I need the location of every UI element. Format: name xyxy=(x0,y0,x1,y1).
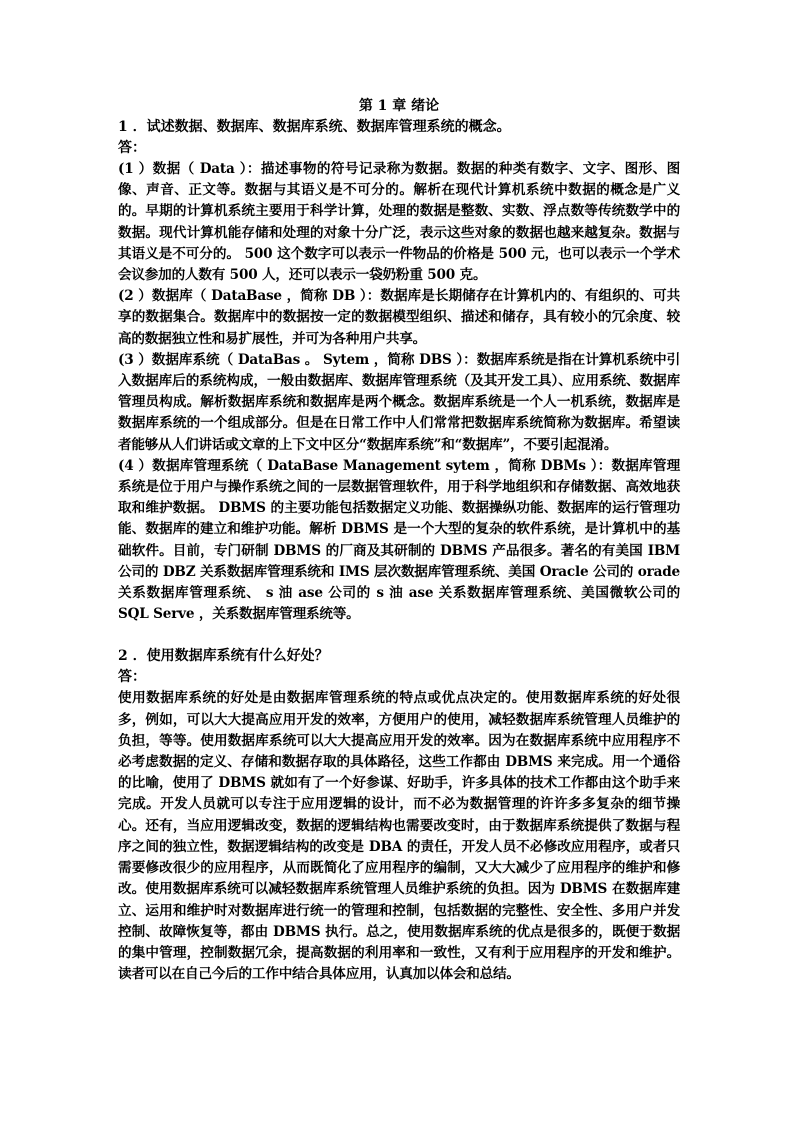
paragraph-benefits: 使用数据库系统的好处是由数据库管理系统的特点或优点决定的。使用数据库系统的好处很多，例如，可以大大提高应用开发的效率，方便用户的使用，减轻数据库系统管理人员维护的负担，等等。使用数据库系统可以大大提高应用开发的效率。因为在数据库系统中应用程序不必考虑数据的定义、存储和数据存取的具体路径，这些工作都由 DBMS 来完成。用一个通俗的比喻，使用了 DBMS 就如有了一个好参谋、好助手，许多具体的技术工作都由这个助手来完成。开发人员就可以专注于应用逻辑的设计，而不必为数据管理的许许多多复杂的细节操心。还有，当应用逻辑改变，数据的逻辑结构也需要改变时，由于数据库系统提供了数据与程序之间的独立性，数据逻辑结构的改变是 DBA 的责任，开发人员不必修改应用程序，或者只需要修改很少的应用程序，从而既简化了应用程序的编制，又大大减少了应用程序的维护和修改。使用数据库系统可以减轻数据库系统管理人员维护系统的负担。因为 DBMS 在数据库建立、运用和维护时对数据库进行统一的管理和控制，包括数据的完整性、安全性、多用户并发控制、故障恢复等，都由 DBMS 执行。总之，使用数据库系统的优点是很多的，既便于数据的集中管理，控制数据冗余，提高数据的利用率和一致性，又有利于应用程序的开发和维护。读者可以在自己今后的工作中结合具体应用，认真加以体会和总结。 xyxy=(118,690,680,983)
paragraph-data: (1 ）数据（ Data ）：描述事物的符号记录称为数据。数据的种类有数字、文字、图形、图像、声音、正文等。数据与其语义是不可分的。解析在现代计算机系统中数据的概念是广义的。早期的计算机系统主要用于科学计算，处理的数据是整数、实数、浮点数等传统数学中的数据。现代计算机能存储和处理的对象十分广泛，表示这些对象的数据也越来越复杂。数据与其语义是不可分的。 500 这个数字可以表示一件物品的价格是 500 元，也可以表示一个学术会议参加的人数有 500 人，还可以表示一袋奶粉重 500 克。 xyxy=(118,161,680,284)
chapter-title: 第 1 章 绪论 xyxy=(358,98,440,114)
answer-label-2: 答： xyxy=(118,669,146,686)
question-1: 1 ．试述数据、数据库、数据库系统、数据库管理系统的概念。 xyxy=(118,119,511,135)
document-page xyxy=(118,96,680,985)
question-2: 2 ．使用数据库系统有什么好处？ xyxy=(118,648,329,665)
paragraph-database: (2 ）数据库（ DataBase ，简称 DB ）：数据库是长期储存在计算机内的、有组织的、可共享的数据集合。数据库中的数据按一定的数据模型组织、描述和储存，具有较小的冗余度、较高的数据独立性和易扩展性，并可为各种用户共享。 xyxy=(118,288,680,347)
answer-label-1: 答： xyxy=(118,140,146,156)
section-gap xyxy=(118,625,680,646)
paragraph-dbms: (4 ）数据库管理系统（ DataBase Management sytem ，简称 DBMs ）：数据库管理系统是位于用户与操作系统之间的一层数据管理软件，用于科学地组织和存储数据、高效地获取和维护数据。 DBMS 的主要功能包括数据定义功能、数据操纵功能、数据库的运行管理功能、数据库的建立和维护功能。解析 DBMS 是一个大型的复杂的软件系统，是计算机中的基础软件。目前，专门研制 DBMS 的厂商及其研制的 DBMS 产品很多。著名的有美国 IBM 公司的 DBZ 关系数据库管理系统和 IMS 层次数据库管理系统、美国 Oracle 公司的 orade 关系数据库管理系统、 s 油 ase 公司的 s 油 ase 关系数据库管理系统、美国微软公司的 SQL Serve ，关系数据库管理系统等。 xyxy=(118,457,680,623)
paragraph-database-system: (3 ）数据库系统（ DataBas 。 Sytem ，简称 DBS ）：数据库系统是指在计算机系统中引入数据库后的系统构成，一般由数据库、数据库管理系统（及其开发工具）、应用系统、数据库管理员构成。解析数据库系统和数据库是两个概念。数据库系统是一个人一机系统，数据库是数据库系统的一个组成部分。但是在日常工作中人们常常把数据库系统简称为数据库。希望读者能够从人们讲话或文章的上下文中区分“数据库系统”和“数据库”，不要引起混淆。 xyxy=(118,351,680,453)
